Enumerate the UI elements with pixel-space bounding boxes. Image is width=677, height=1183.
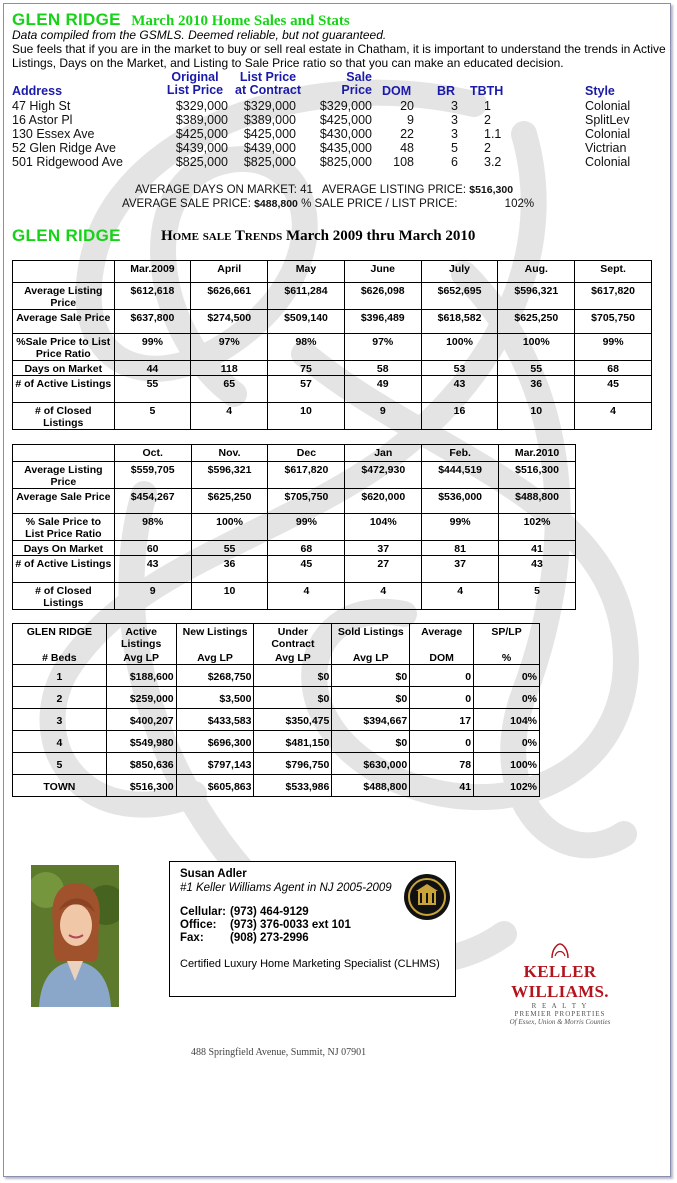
- beds-cell-sold: $0: [332, 665, 410, 687]
- sale-br: 3: [451, 99, 458, 113]
- month-header: Sept.: [575, 261, 652, 283]
- beds-cell-active: $400,207: [106, 709, 176, 731]
- metric-value: 55: [498, 361, 575, 376]
- sale-address: 47 High St: [12, 99, 71, 113]
- office-row: [180, 919, 351, 932]
- kw-realty: R E A L T Y: [531, 1002, 589, 1010]
- beds-row: [13, 731, 540, 753]
- trends-heading: [12, 226, 121, 246]
- beds-cell-sold: $0: [332, 687, 410, 709]
- metric-value: 75: [268, 361, 345, 376]
- beds-cell-under: $0: [254, 687, 332, 709]
- metric-value: $626,098: [344, 283, 421, 310]
- office-label: Office:: [180, 919, 217, 931]
- metric-value: $611,284: [268, 283, 345, 310]
- metric-value: $705,750: [575, 310, 652, 334]
- sale-dom: 22: [400, 127, 414, 141]
- averages-line-2: [122, 198, 534, 210]
- col-sale-line1: Sale: [346, 70, 372, 84]
- trends-title-rest: March 2009 thru March 2010: [285, 228, 476, 244]
- sale-sale: $329,000: [319, 99, 372, 113]
- agent-tagline: #1 Keller Williams Agent in NJ 2005-2009: [180, 882, 392, 894]
- kw-name: KELLER WILLIAMS.: [511, 962, 609, 1001]
- beds-cell-sold: $0: [332, 731, 410, 753]
- col-original-line2: List Price: [166, 83, 224, 97]
- metric-value: 100%: [498, 334, 575, 361]
- avg-sp-value: $488,800: [254, 198, 298, 210]
- sale-contract: $825,000: [243, 155, 296, 169]
- sale-style: Colonial: [585, 155, 631, 169]
- agent-photo: [31, 865, 119, 1007]
- sale-contract: $389,000: [243, 113, 296, 127]
- sale-style: Colonial: [585, 99, 631, 113]
- header-new-text: New Listings: [182, 626, 248, 638]
- trends-brand: GLEN RIDGE: [12, 226, 121, 245]
- sale-sale: $430,000: [319, 127, 372, 141]
- beds-cell-active: $516,300: [106, 775, 176, 797]
- agent-phones: [180, 906, 351, 945]
- beds-cell-under: $796,750: [254, 753, 332, 775]
- sale-sale: $825,000: [319, 155, 372, 169]
- metric-row: [13, 556, 576, 583]
- month-header: Oct.: [114, 445, 191, 462]
- avg-lp-value: $516,300: [469, 184, 514, 196]
- metric-row: [13, 376, 652, 403]
- month-header: Mar.2009: [114, 261, 191, 283]
- sale-style: SplitLev: [585, 113, 630, 127]
- sale-tbth: 2: [484, 113, 491, 127]
- beds-cell-splp: 0%: [474, 665, 540, 687]
- beds-cell-under: $533,986: [254, 775, 332, 797]
- sale-address: 16 Astor Pl: [12, 113, 73, 127]
- cell-label: Cellular:: [180, 906, 227, 918]
- beds-cell-under: $481,150: [254, 731, 332, 753]
- sale-orig: $439,000: [175, 141, 228, 155]
- metric-value: 4: [191, 403, 268, 430]
- subheader-sold: Avg LP: [332, 650, 410, 665]
- bedroom-breakdown-table: [12, 623, 540, 797]
- beds-cell-new: $3,500: [176, 687, 254, 709]
- col-original-line1: Original: [171, 70, 219, 84]
- month-header: June: [344, 261, 421, 283]
- beds-cell-beds: 1: [13, 665, 107, 687]
- keller-williams-logo: [490, 942, 630, 1026]
- sale-style: Colonial: [585, 127, 631, 141]
- col-contract-line1: List Price: [239, 70, 297, 84]
- trends-table-2009: [12, 260, 652, 430]
- metric-row: [13, 334, 652, 361]
- beds-row: [13, 665, 540, 687]
- beds-row: [13, 709, 540, 731]
- metric-label: # of Closed Listings: [13, 583, 115, 610]
- header-active-text: Active Listings: [121, 626, 162, 650]
- beds-cell-dom: 17: [410, 709, 474, 731]
- metric-value: 53: [421, 361, 498, 376]
- beds-cell-active: $259,000: [106, 687, 176, 709]
- col-original-header: [160, 71, 230, 97]
- corner-cell: [13, 261, 115, 283]
- header-sold: [332, 624, 410, 651]
- beds-cell-sold: $488,800: [332, 775, 410, 797]
- month-header: Nov.: [191, 445, 268, 462]
- fax-label: Fax:: [180, 932, 204, 944]
- metric-row: [13, 489, 576, 514]
- beds-cell-new: $696,300: [176, 731, 254, 753]
- metric-value: 10: [268, 403, 345, 430]
- metric-value: 16: [421, 403, 498, 430]
- sale-dom: 20: [400, 99, 414, 113]
- metric-value: $617,820: [575, 283, 652, 310]
- kw-area: Of Essex, Union & Morris Counties: [509, 1018, 611, 1026]
- metric-value: 43: [421, 376, 498, 403]
- metric-value: $472,930: [345, 462, 422, 489]
- metric-value: 37: [345, 541, 422, 556]
- sale-tbth: 2: [484, 141, 491, 155]
- metric-label: # of Active Listings: [13, 376, 115, 403]
- metric-value: 104%: [345, 514, 422, 541]
- office-number[interactable]: (973) 376-0033 ext 101: [230, 919, 351, 931]
- sale-sale: $425,000: [319, 113, 372, 127]
- metric-row: [13, 310, 652, 334]
- col-address-header: Address: [12, 84, 63, 98]
- sale-br: 5: [451, 141, 458, 155]
- metric-value: $617,820: [268, 462, 345, 489]
- ratio-label: % SALE PRICE / LIST PRICE:: [301, 198, 458, 210]
- metric-value: 99%: [114, 334, 191, 361]
- beds-cell-active: $188,600: [106, 665, 176, 687]
- metric-value: 37: [422, 556, 499, 583]
- col-contract-line2: at Contract: [235, 83, 301, 97]
- sale-br: 3: [451, 127, 458, 141]
- metric-value: 68: [268, 541, 345, 556]
- metric-value: 9: [344, 403, 421, 430]
- subheader-beds: # Beds: [13, 650, 107, 665]
- metric-row: [13, 541, 576, 556]
- month-header: Mar.2010: [499, 445, 576, 462]
- beds-cell-new: $797,143: [176, 753, 254, 775]
- month-header: April: [191, 261, 268, 283]
- office-address: 488 Springfield Avenue, Summit, NJ 07901: [191, 1047, 367, 1058]
- col-tbth-header: TBTH: [470, 84, 504, 98]
- metric-value: 44: [114, 361, 191, 376]
- month-header: Aug.: [498, 261, 575, 283]
- metric-value: 97%: [344, 334, 421, 361]
- metric-value: 98%: [114, 514, 191, 541]
- metric-value: $509,140: [268, 310, 345, 334]
- brand-title: GLEN RIDGE: [12, 10, 121, 29]
- cell-number[interactable]: (973) 464-9129: [230, 906, 309, 918]
- metric-value: 49: [344, 376, 421, 403]
- header-average: Average: [410, 624, 474, 651]
- metric-value: 99%: [422, 514, 499, 541]
- metric-value: 4: [422, 583, 499, 610]
- metric-value: 41: [499, 541, 576, 556]
- metric-row: [13, 283, 652, 310]
- sale-sale: $435,000: [319, 141, 372, 155]
- beds-cell-splp: 100%: [474, 753, 540, 775]
- beds-cell-dom: 0: [410, 665, 474, 687]
- metric-label: Days on Market: [13, 361, 115, 376]
- subheader-pct: %: [474, 650, 540, 665]
- metric-value: 68: [575, 361, 652, 376]
- col-contract-header: [232, 71, 304, 97]
- metric-label: Average Sale Price: [13, 489, 115, 514]
- trends-table-2010: [12, 444, 576, 610]
- metric-value: 60: [114, 541, 191, 556]
- metric-value: $637,800: [114, 310, 191, 334]
- metric-value: $705,750: [268, 489, 345, 514]
- header-splp: SP/LP: [474, 624, 540, 651]
- header-under-text: Under Contract: [271, 626, 315, 650]
- kw-premier: PREMIER PROPERTIES: [514, 1010, 606, 1018]
- col-style-header: Style: [585, 84, 615, 98]
- intro-paragraph: Sue feels that if you are in the market to buy or sell real estate in Chatham, it is important to understand the trends in Active Listings, Days on the Market, and Listing to Sale Price ratio so that you can make an educated decision.: [12, 42, 666, 70]
- sale-address: 52 Glen Ridge Ave: [12, 141, 117, 155]
- corner-cell: [13, 445, 115, 462]
- metric-value: $396,489: [344, 310, 421, 334]
- source-note: Data compiled from the GSMLS. Deemed reliable, but not guaranteed.: [12, 28, 387, 42]
- metric-value: $559,705: [114, 462, 191, 489]
- metric-value: 5: [114, 403, 191, 430]
- sale-tbth: 1.1: [484, 127, 502, 141]
- beds-cell-beds: 5: [13, 753, 107, 775]
- avg-lp-label: AVERAGE LISTING PRICE:: [321, 184, 467, 196]
- beds-cell-dom: 41: [410, 775, 474, 797]
- metric-value: $516,300: [499, 462, 576, 489]
- metric-value: $596,321: [498, 283, 575, 310]
- metric-value: 43: [114, 556, 191, 583]
- metric-row: [13, 403, 652, 430]
- beds-cell-beds: 2: [13, 687, 107, 709]
- beds-cell-new: $433,583: [176, 709, 254, 731]
- col-br-header: BR: [437, 84, 456, 98]
- header-sold-text: Sold Listings: [337, 626, 404, 638]
- metric-value: 10: [498, 403, 575, 430]
- metric-value: 36: [191, 556, 268, 583]
- col-sale-header: [322, 71, 372, 97]
- sale-orig: $389,000: [175, 113, 228, 127]
- sale-tbth: 1: [484, 99, 491, 113]
- sale-contract: $329,000: [243, 99, 296, 113]
- sale-tbth: 3.2: [484, 155, 502, 169]
- sale-address: 130 Essex Ave: [12, 127, 95, 141]
- metric-value: 43: [499, 556, 576, 583]
- metric-row: [13, 462, 576, 489]
- beds-cell-sold: $630,000: [332, 753, 410, 775]
- metric-value: 100%: [191, 514, 268, 541]
- month-header: Jan: [345, 445, 422, 462]
- month-header: Dec: [268, 445, 345, 462]
- beds-row: [13, 775, 540, 797]
- metric-value: 4: [575, 403, 652, 430]
- metric-label: Average Sale Price: [13, 310, 115, 334]
- agent-name: Susan Adler: [180, 868, 247, 880]
- beds-cell-new: $268,750: [176, 665, 254, 687]
- beds-cell-under: $350,475: [254, 709, 332, 731]
- subheader-under: Avg LP: [254, 650, 332, 665]
- metric-value: 10: [191, 583, 268, 610]
- beds-cell-dom: 0: [410, 687, 474, 709]
- metric-value: 55: [191, 541, 268, 556]
- clhms-seal-icon: [403, 873, 451, 921]
- avg-sp-label: AVERAGE SALE PRICE:: [122, 198, 251, 210]
- beds-cell-active: $850,636: [106, 753, 176, 775]
- averages-line-1: [135, 184, 513, 196]
- metric-value: $454,267: [114, 489, 191, 514]
- metric-value: $596,321: [191, 462, 268, 489]
- month-header: May: [268, 261, 345, 283]
- sale-dom: 9: [407, 113, 414, 127]
- metric-value: 9: [114, 583, 191, 610]
- col-sale-line2: Price: [341, 83, 372, 97]
- beds-cell-splp: 104%: [474, 709, 540, 731]
- metric-value: 5: [499, 583, 576, 610]
- beds-cell-active: $549,980: [106, 731, 176, 753]
- sale-dom: 108: [393, 155, 414, 169]
- metric-value: 4: [345, 583, 422, 610]
- metric-value: $625,250: [498, 310, 575, 334]
- metric-label: # of Active Listings: [13, 556, 115, 583]
- header-town: GLEN RIDGE: [13, 624, 107, 651]
- metric-value: 27: [345, 556, 422, 583]
- metric-label: # of Closed Listings: [13, 403, 115, 430]
- metric-value: 100%: [421, 334, 498, 361]
- metric-label: % Sale Price to List Price Ratio: [13, 514, 115, 541]
- subheader-new: Avg LP: [176, 650, 254, 665]
- sale-dom: 48: [400, 141, 414, 155]
- metric-value: 81: [422, 541, 499, 556]
- metric-value: 45: [575, 376, 652, 403]
- ratio-value: 102%: [504, 198, 535, 210]
- beds-row: [13, 687, 540, 709]
- trends-title: [161, 228, 475, 245]
- metric-value: 55: [114, 376, 191, 403]
- metric-value: 4: [268, 583, 345, 610]
- beds-row: [13, 753, 540, 775]
- metric-value: 58: [344, 361, 421, 376]
- beds-header-row: [13, 624, 540, 651]
- fax-number[interactable]: (908) 273-2996: [230, 932, 309, 944]
- metric-label: %Sale Price to List Price Ratio: [13, 334, 115, 361]
- metric-value: 65: [191, 376, 268, 403]
- metric-value: 45: [268, 556, 345, 583]
- beds-cell-dom: 78: [410, 753, 474, 775]
- metric-value: 99%: [268, 514, 345, 541]
- metric-value: $444,519: [422, 462, 499, 489]
- report-header: [12, 10, 350, 30]
- header-under: [254, 624, 332, 651]
- kw-monogram-icon: [549, 942, 571, 960]
- agent-contact-card: [169, 861, 456, 997]
- metric-value: $625,250: [191, 489, 268, 514]
- metric-value: 97%: [191, 334, 268, 361]
- sale-orig: $329,000: [175, 99, 228, 113]
- sale-contract: $425,000: [243, 127, 296, 141]
- sale-style: Victrian: [585, 141, 627, 155]
- sale-address: 501 Ridgewood Ave: [12, 155, 123, 169]
- beds-cell-under: $0: [254, 665, 332, 687]
- beds-subheader-row: [13, 650, 540, 665]
- header-new: [176, 624, 254, 651]
- metric-row: [13, 514, 576, 541]
- flyer-page: [3, 3, 671, 1177]
- avg-dom: AVERAGE DAYS ON MARKET: 41: [135, 184, 313, 196]
- metric-value: $652,695: [421, 283, 498, 310]
- metric-value: 57: [268, 376, 345, 403]
- metric-row: [13, 583, 576, 610]
- beds-cell-new: $605,863: [176, 775, 254, 797]
- sale-orig: $425,000: [175, 127, 228, 141]
- month-header: Feb.: [422, 445, 499, 462]
- subheader-dom: DOM: [410, 650, 474, 665]
- sale-contract: $439,000: [243, 141, 296, 155]
- metric-value: 118: [191, 361, 268, 376]
- metric-value: $536,000: [422, 489, 499, 514]
- beds-cell-dom: 0: [410, 731, 474, 753]
- metric-value: $618,582: [421, 310, 498, 334]
- col-dom-header: DOM: [382, 84, 412, 98]
- header-active: [106, 624, 176, 651]
- beds-cell-sold: $394,667: [332, 709, 410, 731]
- trends-title-sc: Home sale Trends: [161, 228, 283, 244]
- metric-row: [13, 361, 652, 376]
- subheader-active: Avg LP: [106, 650, 176, 665]
- sale-br: 3: [451, 113, 458, 127]
- metric-value: $620,000: [345, 489, 422, 514]
- agent-portrait-image: [31, 865, 119, 1007]
- beds-cell-beds: 3: [13, 709, 107, 731]
- metric-value: $612,618: [114, 283, 191, 310]
- cell-row: [180, 906, 351, 919]
- metric-value: $488,800: [499, 489, 576, 514]
- fax-row: [180, 932, 351, 945]
- metric-value: 99%: [575, 334, 652, 361]
- month-header: July: [421, 261, 498, 283]
- month-header-row: [13, 261, 652, 283]
- beds-cell-beds: TOWN: [13, 775, 107, 797]
- metric-value: 98%: [268, 334, 345, 361]
- agent-certification: Certified Luxury Home Marketing Specialist (CLHMS): [180, 958, 440, 970]
- month-header-row: [13, 445, 576, 462]
- metric-value: $626,661: [191, 283, 268, 310]
- metric-label: Average Listing Price: [13, 283, 115, 310]
- metric-value: 36: [498, 376, 575, 403]
- report-title: March 2010 Home Sales and Stats: [131, 13, 350, 29]
- metric-value: 102%: [499, 514, 576, 541]
- sale-orig: $825,000: [175, 155, 228, 169]
- beds-cell-beds: 4: [13, 731, 107, 753]
- metric-label: Average Listing Price: [13, 462, 115, 489]
- beds-cell-splp: 0%: [474, 731, 540, 753]
- beds-cell-splp: 102%: [474, 775, 540, 797]
- metric-value: $274,500: [191, 310, 268, 334]
- beds-cell-splp: 0%: [474, 687, 540, 709]
- sale-br: 6: [451, 155, 458, 169]
- metric-label: Days On Market: [13, 541, 115, 556]
